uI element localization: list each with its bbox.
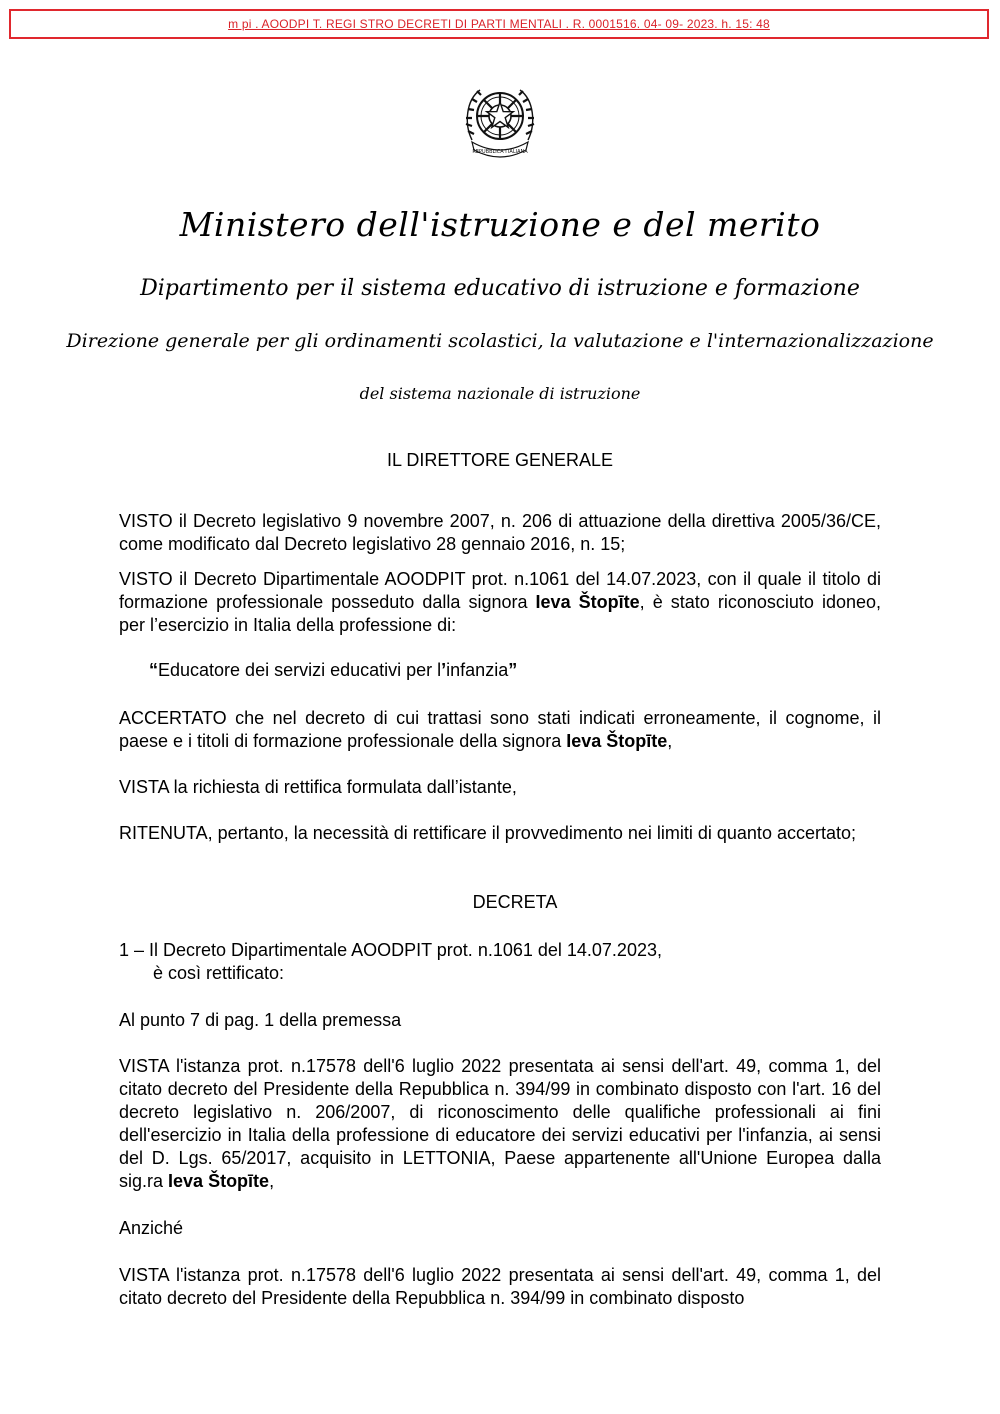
article-1-line: 1 – Il Decreto Dipartimentale AOODPIT prot. n.1061 del 14.07.2023, <box>119 940 662 960</box>
direction-name: Direzione generale per gli ordinamenti scolastici, la valutazione e l'internazionalizzazione <box>66 330 934 352</box>
article-1 <box>119 939 881 985</box>
paragraph-punto-7: Al punto 7 di pag. 1 della premessa <box>119 1010 402 1030</box>
applicant-name: Ieva Štopīte <box>168 1171 270 1191</box>
paragraph-text: , <box>667 731 673 751</box>
paragraph-text: VISTO il Decreto Dipartimentale AOODPIT prot. n.1061 del 14.07.2023, con il quale il titolo di formazione professionale posseduto dalla signora <box>119 569 881 612</box>
paragraph-ritenuta: RITENUTA, pertanto, la necessità di rettificare il provvedimento nei limiti di quanto accertato; <box>119 823 856 843</box>
close-quote: ” <box>508 660 518 680</box>
direction-name-continued: del sistema nazionale di istruzione <box>359 384 641 403</box>
emblem-ribbon-text: REPUBBLICA ITALIANA <box>472 149 528 155</box>
paragraph-text: ACCERTATO che nel decreto di cui trattasi sono stati indicati erroneamente, il cognome, il paese e i titoli di formazione professionale della signora <box>119 708 881 751</box>
article-1-line-continued: è così rettificato: <box>153 963 285 983</box>
paragraph-visto-decreto-dipartimentale <box>119 568 881 637</box>
paragraph-anziche: Anziché <box>119 1218 184 1238</box>
department-name: Dipartimento per il sistema educativo di istruzione e formazione <box>140 276 860 301</box>
protocol-stamp-text: m pi . AOODPI T. REGI STRO DECRETI DI PARTI MENTALI . R. 0001516. 04- 09- 2023. h. 15: 48 <box>228 17 770 31</box>
document-title: IL DIRETTORE GENERALE <box>386 450 614 470</box>
paragraph-text: VISTA l'istanza prot. n.17578 dell'6 luglio 2022 presentata ai sensi dell'art. 49, comma 1, del citato decreto del Presidente della Repubblica n. 394/99 in combinato disposto con l'art. 16 del decreto legislativo n. 206/2007, di riconoscimento delle qualifiche professionali ai fini dell'esercizio in Italia della professione di educatore dei servizi educativi per l'infanzia, ai sensi del D. Lgs. 65/2017, acquisito in LETTONIA, Paese appartenente all'Unione Europea dalla sig.ra <box>119 1056 881 1191</box>
paragraph-text: , <box>269 1171 275 1191</box>
applicant-name: Ieva Štopīte <box>535 592 640 612</box>
paragraph-vista-istanza-corrected <box>119 1055 881 1193</box>
profession-text-end: infanzia <box>446 660 509 680</box>
protocol-stamp <box>9 9 989 39</box>
paragraph-text: , è stato riconosciuto idoneo, per l’esercizio in Italia della professione di: <box>119 592 882 635</box>
decreta-heading: DECRETA <box>472 892 558 912</box>
paragraph-visto-decreto-legislativo: VISTO il Decreto legislativo 9 novembre 2007, n. 206 di attuazione della direttiva 2005/36/CE, come modificato dal Decreto legislativo 28 gennaio 2016, n. 15; <box>119 511 881 554</box>
paragraph-vista-richiesta: VISTA la richiesta di rettifica formulata dall’istante, <box>119 777 517 797</box>
applicant-name: Ieva Štopīte <box>566 731 668 751</box>
profession-title <box>119 659 911 682</box>
open-quote: “ <box>149 660 158 680</box>
apostrophe: ’ <box>441 660 447 680</box>
profession-text: Educatore dei servizi educativi per l <box>158 660 442 680</box>
paragraph-vista-istanza-original: VISTA l'istanza prot. n.17578 dell'6 luglio 2022 presentata ai sensi dell'art. 49, comma 1, del citato decreto del Presidente della Repubblica n. 394/99 in combinato disposto <box>119 1265 881 1308</box>
ministry-name: Ministero dell'istruzione e del merito <box>179 205 821 244</box>
italian-republic-emblem-icon <box>462 78 538 162</box>
paragraph-accertato <box>119 707 881 753</box>
